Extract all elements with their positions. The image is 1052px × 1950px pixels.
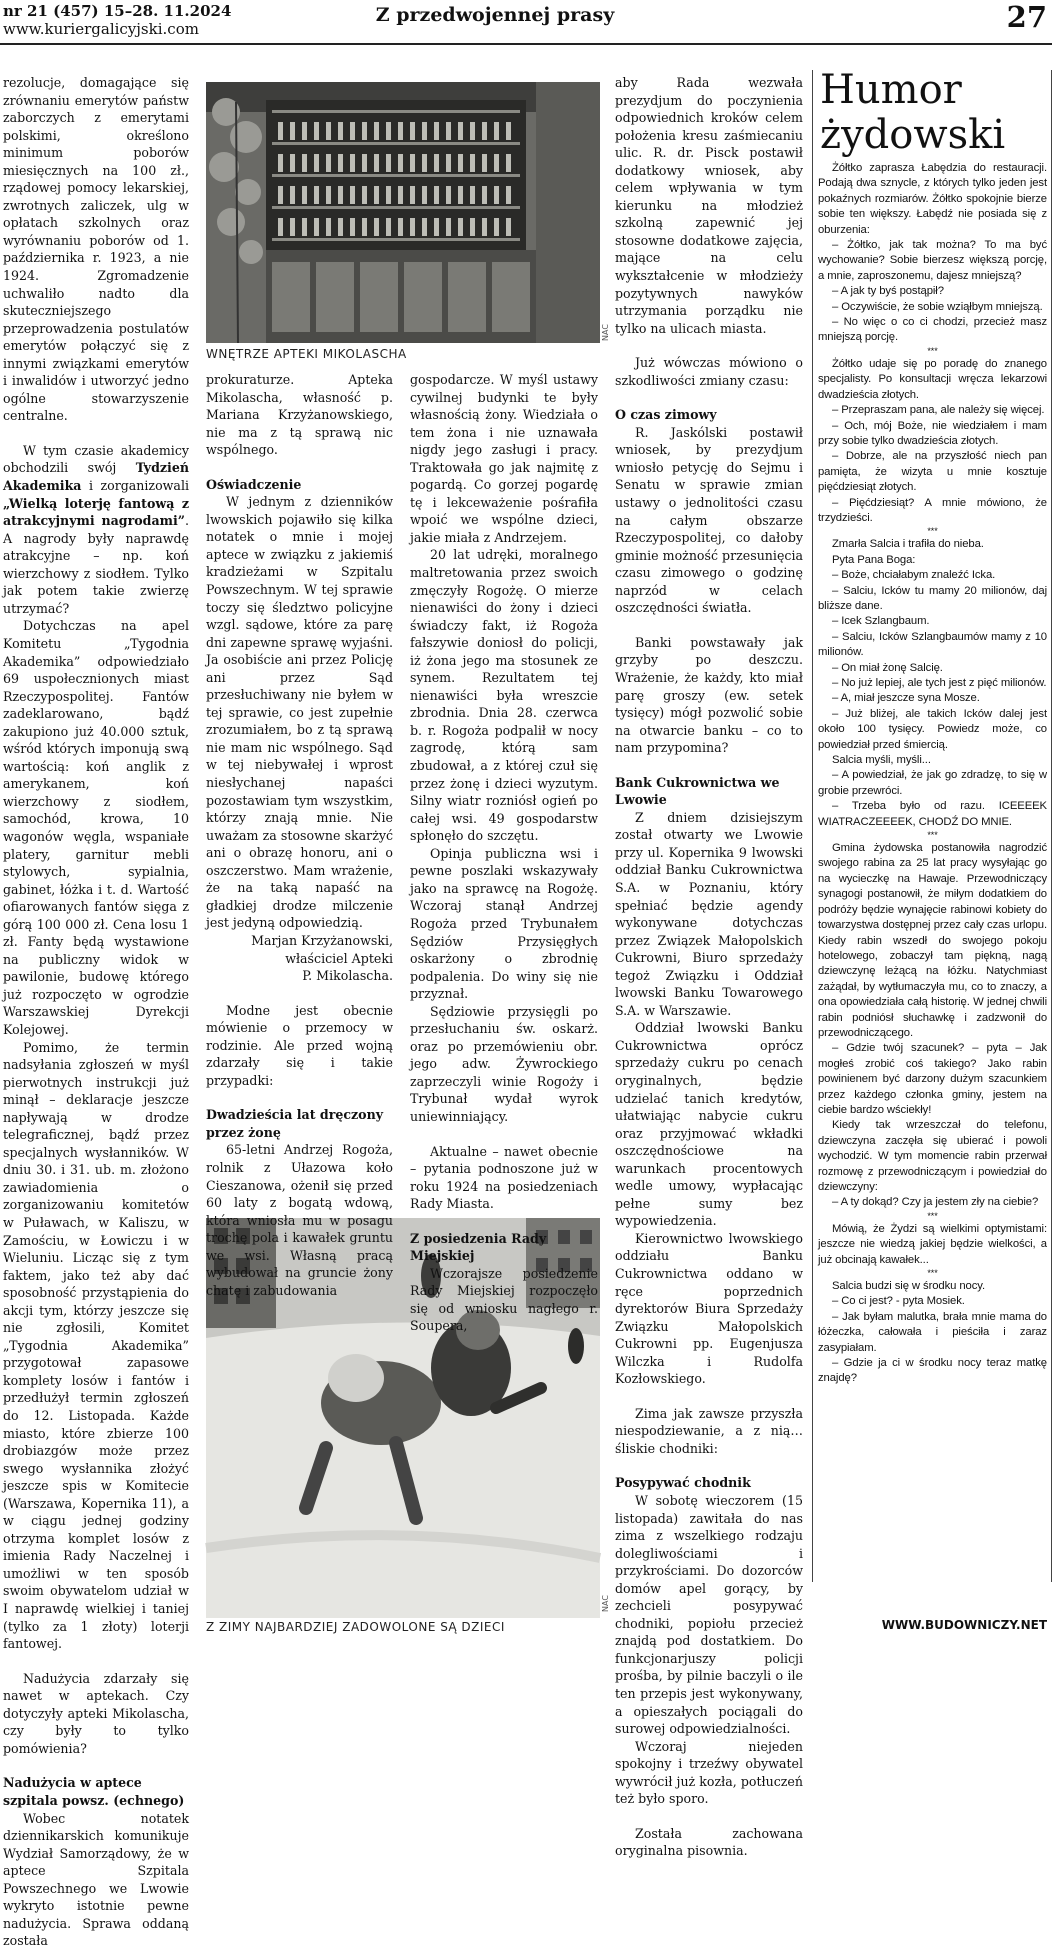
joke-line: Salcia budzi się w środku nocy. [832, 1280, 986, 1293]
paragraph: Wczoraj niejeden spokojny i trzeźwy obywatel wywrócił już kozła, potłuczeń też było sporo. [615, 1738, 803, 1807]
paragraph: W tym czasie akademicy obchodzili swój Tydzień Akademika i zorganizowali „Wielką loterję fantową z atrakcyjnymi nagrodami”. A nagrody były naprawdę atrakcyjne – np. koń wierzchowy z siodłem. Tylko jak potem takie zwierzę utrzymać? [3, 442, 189, 616]
paragraph: 65-letni Andrzej Rogoża, rolnik z Ułazowa koło Cieszanowa, ożenił się przed 60 laty z bogatą wdową, która wniosła mu w posagu trochę pola i kawałek gruntu we wsi. Własną pracą wybudował na gruncie żony chatę i zabudowania [206, 1142, 393, 1298]
joke-line: – Salciu, Icków Szlangbaumów mamy z 10 milionów. [818, 630, 1047, 659]
joke-separator: *** [927, 1210, 938, 1221]
header-divider [0, 43, 1052, 45]
paragraph: Nadużycia zdarzały się nawet w aptekach. Czy dotyczyły apteki Mikolascha, czy były to tylko pomówienia? [3, 1670, 189, 1756]
paragraph: Modne jest obecnie mówienie o przemocy w rodzinie. Ale przed wojną zdarzały się i takie przypadki: [206, 1002, 393, 1088]
paragraph: Banki powstawały jak grzyby po deszczu. Wrażenie, że każdy, kto miał parę groszy (ew. setek tysięcy) mógł pozwolić sobie na otwarcie banku – co to nam przypomina? [615, 634, 803, 756]
joke-line: – Gdzie ja ci w środku nocy teraz matkę znajdę? [818, 1357, 1047, 1385]
joke-line: – A powiedział, że jak go zdradzę, to się w grobie przewróci. [818, 769, 1047, 797]
paragraph: prokuraturze. Apteka Mikolascha, własność p. Mariana Krzyżanowskiego, nie ma z tą sprawą nic wspólnego. [206, 372, 393, 458]
page-number: 27 [1006, 0, 1047, 34]
website-link[interactable]: www.kuriergalicyjski.com [3, 20, 199, 38]
section-title: Z przedwojennej prasy [375, 4, 615, 26]
joke-separator: *** [927, 345, 938, 356]
joke-line: – Gdzie twój szacunek? – pyta – Jak mogłeś zrobić coś takiego? Jako rabin powinienem być darzony dużym szacunkiem przez każdego członka gminy, jestem na ciebie bardzo wściekły! [818, 1042, 1047, 1116]
joke-line: – On miał żonę Salcię. [832, 661, 943, 674]
paragraph: rezolucje, domagające się zrównaniu emerytów państw zaborczych z emerytami polskimi, określono minimum poborów miesięcznych na 100 zł., rządowej pomocy lekarskiej, zwrotnych zaliczek, ulg w opłatach szkolnych oraz wyrównaniu poborów od 1. października r. 1923, a nie 1924. Zgromadzenie uchwaliło nadto dla skuteczniejszego przeprowadzenia postulatów emerytów połączyć się z innymi związkami emerytów i inwalidów i utworzyć jedno ogólne stowarzyszenie centralne. [3, 75, 189, 424]
paragraph: W sobotę wieczorem (15 listopada) zawitała do nas zima z wszelkiego rodzaju dolegliwościami i przykrościami. Do dozorców domów apel gorący, by zechcieli posypywać chodniki, popiołu przecież znajdą pod dostatkiem. Do funkcjonarjuszy policji prośba, by pilnie baczyli o ile ten przepis jest wykonywany, a opieszałych pociągali do surowej odpowiedzialności. [615, 1493, 803, 1737]
subheading: Z posiedzenia Rady Miejskiej [410, 1230, 547, 1264]
pharmacy-photo [206, 82, 600, 343]
subheading: Nadużycia w aptece szpitala powsz. (echnego) [3, 1775, 185, 1808]
paragraph: W jednym z dzienników lwowskich pojawiło się kilka notatek o mnie i mojej aptece w związku z jakiemiś kradzieżami w Szpitalu Powszechnym. W tej sprawie toczy się śledztwo policyjne wzgl. sądowe, które za parę dni zapewne sprawę wyjaśni. Ja osobiście ani przez Policję ani przez Sąd przesłuchiwany nie byłem w tej sprawie, co jest zupełnie zrozumiałem, bo z tą sprawą nie mam nic wspólnego. Sąd w tej niebywałej i wprost niesłychanej napaści pozostawiam tym wszystkim, którzy znają mnie. Nie uważam za stosowne skarżyć ani o obrazę honoru, ani o oszczerstwo. Mam wrażenie, że na taką napaść na gładkiej drodze milczenie jest jedyną odpowiedzią. [206, 494, 393, 931]
article-column-2 [206, 371, 393, 1298]
paragraph: Opinja publiczna wsi i pewne poszlaki wskazywały jako na sprawcę na Rogożę. Wczoraj stanął Andrzej Rogoża przed Trybunałem Sędziów Przysięgłych oskarżony o zbrodnię podpalenia. Do winy się nie przyznał. [410, 845, 598, 1002]
winter-photo-caption: Z ZIMY NAJBARDZIEJ ZADOWOLONE SĄ DZIECI [206, 1620, 505, 1634]
joke-line: – Salciu, Icków tu mamy 20 milionów, daj bliższe dane. [818, 584, 1047, 612]
paragraph: Dotychczas na apel Komitetu „Tygodnia Akademika” odpowiedziało 69 uspołecznionych miast Rzeczypospolitej. Fantów zadeklarowano, bądź zakupiono już 40.000 sztuk, wśród których imponują swą wartością: koń anglik z amerykanem, koń wierzchowy z siodłem, samochód, krowa, 10 wagonów węgla, wspaniałe platery, garnitur mebli stylowych, sypialnia, gabinet, łóżka i t. d. Wartość ofiarowanych fantów sięga z górą 100 000 zł. Cena losu 1 zł. Fanty będą wystawione na publiczny widok w pawilonie, budowę którego już rozpoczęto w ogrodzie Warszawskiej Dyrekcji Kolejowej. [3, 618, 189, 1037]
joke-line: Zmarła Salcia i trafiła do nieba. [832, 538, 984, 551]
subheading: Oświadczenie [206, 476, 302, 492]
paragraph: Aktualne – nawet obecnie – pytania podnoszone już w roku 1924 na posiedzeniach Rady Miasta. [410, 1143, 598, 1212]
joke-line: Pyta Pana Boga: [832, 553, 916, 566]
subheading: Bank Cukrownictwa we Lwowie [615, 774, 780, 808]
joke-line: Gmina żydowska postanowiła nagrodzić swojego rabina za 25 lat pracy wysyłając go na wycieczkę na Hawaje. Przewodniczący synagogi postanowił, że miłym dodatkiem do podróży będzie wynajęcie rabinowi kobiety do towarzystwa dostępnej przez cały czas urlopu. Kiedy rabin wszedł do swojego pokoju hotelowego, zobaczył tam piękną, nagą dziewczynę leżącą na łóżku. Natychmiast zażądał, by wytłumaczyła mu, co to znaczy, a ona opowiedziała całą historię. W jednej chwili rabin podniósł słuchawkę i zadzwonił do przewodniczącego. [818, 842, 1047, 1039]
joke-line: Mówią, że Żydzi są wielkimi optymistami: jeszcze nie wiedzą jakiej będzie wielkości, a już obcinają kawałek... [818, 1222, 1047, 1266]
subheading: Dwadzieścia lat dręczony przez żonę [206, 1107, 384, 1140]
subheading: Posypywać chodnik [615, 1475, 751, 1491]
joke-separator: *** [927, 526, 938, 537]
joke-line: – No więc o co ci chodzi, przecież masz mniejszą porcję. [818, 316, 1047, 344]
joke-separator: *** [927, 1268, 938, 1279]
joke-line: – Przepraszam pana, ale należy się więcej. [832, 404, 1045, 417]
joke-line: – Pięćdziesiąt? A mnie mówiono, że trzydzieści. [818, 496, 1047, 524]
joke-line: – No już lepiej, ale tych jest z pięć milionów. [832, 677, 1047, 689]
joke-line: Kiedy tak wrzeszczał do telefonu, dziewczyna zaczęła się ubierać i powoli wychodzić. W tym momencie rabin przerwał rozmowę z przewodniczącym i powiedział do dziewczyny: [818, 1119, 1047, 1193]
article-column-3 [410, 371, 598, 1334]
signature-line: właściciel Apteki [285, 950, 393, 966]
humor-jokes [818, 161, 1047, 1581]
joke-line: – A jak ty byś postąpił? [832, 285, 944, 298]
humor-title: Humor żydowski [820, 67, 1006, 158]
paragraph: aby Rada wezwała prezydjum do poczynienia odpowiednich kroków celem położenia kresu zaśmiecaniu ulic. R. dr. Pisck postawił dodatkowy wniosek, aby celem wpływania w tym kierunku na młodzież szkolną zapewnić jej stosowne dodatkowe zajęcia, mające na celu wykształcenie w młodzieży pozytywnych nawyków utrzymania porządku nie tylko na ulicach miasta. [615, 75, 803, 336]
paragraph: R. Jaskólski postawił wniosek, by prezydjum wniosło petycję do Sejmu i Senatu w sprawie zmian ustawy o jednolitości czasu na całym obszarze Rzeczypospolitej, co dałoby gminie możność przesunięcia czasu zimowego o godzinę naprzód w celach oszczędności światła. [615, 424, 803, 616]
joke-separator: *** [927, 830, 938, 841]
paragraph: Oddział lwowski Banku Cukrownictwa oprócz sprzedaży cukru po cenach oryginalnych, będzie udzielać tanich kredytów, ułatwiając nabycie cukru oraz przyjmować wkładki oszczędnościowe na warunkach procentowych wedle umowy, wypłacając pełne sumy bez wypowiedzenia. [615, 1020, 803, 1229]
article-column-1 [3, 74, 189, 1949]
joke-line: – Żółtko, jak tak można? To ma być wychowanie? Sobie bierzesz większą porcję, a mnie, zaproszonemu, dajesz mniejszą? [818, 239, 1047, 282]
paragraph: Już wówczas mówiono o szkodliwości zmiany czasu: [615, 355, 803, 388]
joke-line: – Dobrze, ale na przyszłość niech pan pamięta, że wizyta u mnie kosztuje pięćdziesiąt złotych. [818, 450, 1047, 494]
joke-line: Salcia myśli, myśli... [832, 754, 931, 767]
joke-line: – Oczywiście, że sobie wziąłbym mniejszą. [832, 300, 1043, 313]
joke-line: – Co ci jest? - pyta Mosiek. [832, 1295, 965, 1308]
subheading: O czas zimowy [615, 407, 717, 423]
joke-line: – Och, mój Boże, nie wiedziałem i mam przy sobie tylko dwadzieścia złotych. [818, 419, 1047, 447]
paragraph: Sędziowie przysięgli po przesłuchaniu św. oskarż. oraz po przemówieniu obr. jego adw. Żywrockiego zaprzeczyli winie Rogoży i Trybunał wydał wyrok uniewinniający. [410, 1003, 598, 1124]
joke-line: – Jak byłam malutka, brała mnie mama do łóżeczka, całowała i pieściła i zaraz zasypiałam. [818, 1310, 1047, 1354]
joke-line: – Boże, chciałabym znaleźć Icka. [832, 569, 996, 582]
joke-line: – A, miał jeszcze syna Mosze. [832, 692, 980, 705]
paragraph: 20 lat udręki, moralnego maltretowania przez swoich zmęczyły Rogożę. O mierze nienawiści do żony i dzieci świadczy fakt, iż Rogoża fałszywie doniosł do policji, iż żona jego ma stosunek ze synem. Rezultatem tej nienawiści była wreszcie zbrodnia. Dnia 28. czerwca b. r. Rogoża podpalił w nocy zagrodę, którą sam zbudował, a z której czuł się przez żonę i dzieci wyzutym. Silny wiatr rozniósł ogień po całej wsi. 49 gospodarstw spłonęło do szczętu. [410, 547, 598, 844]
joke-line: – A ty dokąd? Czy ja jestem zły na ciebie? [832, 1196, 1039, 1209]
signature-line: P. Mikolascha. [302, 968, 393, 984]
pharmacy-photo-caption: WNĘTRZE APTEKI MIKOLASCHA [206, 347, 407, 361]
article-column-4 [615, 74, 803, 1859]
paragraph: Kierownictwo lwowskiego oddziału Banku Cukrownictwa oddano w ręce poprzednich dyrektorów Biura Sprzedaży Związku Małopolskich Cukrowni pp. Eugenjusza Wilczka i Rudolfa Kozłowskiego. [615, 1230, 803, 1387]
joke-line: – Już bliżej, ale takich Icków dalej jest około 100 tysięcy. Powiedz może, co powiedział przed śmiercią. [818, 707, 1047, 751]
paragraph: Wczorajsze posiedzenie Rady Miejskiej rozpoczęło się od wniosku nagłego r. Soupera, [410, 1265, 598, 1334]
winter-photo-credit: NAC [601, 1595, 610, 1612]
paragraph: Zima jak zawsze przyszła niespodziewanie, a z nią… śliskie chodniki: [615, 1405, 803, 1456]
paragraph: Z dniem dzisiejszym został otwarty we Lwowie przy ul. Kopernika 9 lwowski oddział Banku Cukrownictwa S.A. w Poznaniu, który spełniać będzie agendy wykonywane dotychczas przez Związek Małopolskich Cukrowni, Biuro sprzedaży tegoż Związku i Oddział lwowski Banku Towarowego S.A. w Warszawie. [615, 809, 803, 1018]
issue-info [3, 2, 231, 38]
joke-line: – Trzeba było od razu. ICEEEEK WIATRACZEEEEK, CHODŹ DO MNIE. [818, 800, 1047, 828]
paragraph: Została zachowana oryginalna pisownia. [615, 1825, 803, 1859]
paragraph: Pomimo, że termin nadsyłania zgłoszeń w myśl pierwotnych instrukcji już minął – deklaracje jeszcze napływają w drodze telegraficznej, bądź przez specjalnych wysłanników. W dniu 30. i 31. ub. m. złożono zawiadomienia o zorganizowaniu komitetów w Puławach, w Kaliszu, w Zamościu, w Łowiczu i w Wieluniu. Licząc się z tym faktem, jako też aby dać sposobność przystąpienia do akcji tym, którzy jeszcze się nie zgłosili, Komitet „Tygodnia Akademika” przygotował zapasowe komplety losów i fantów i przedłużył termin zgłoszeń do 12. Listopada. Każde miasto, które zbierze 100 drobiazgów może przez swego wysłannika złożyć jeszcze spis w Komitecie (Warszawa, Kopernika 11), a w ciągu jednej godziny otrzyma komplet losów z imienia Rady Naczelnej i umożliwi w ten sposób swoim obywatelom udział w I naprawdę wielkiej i taniej (tylko za 1 złoty) loterji fantowej. [3, 1039, 189, 1652]
pharmacy-photo-credit: NAC [601, 324, 610, 341]
paragraph: gospodarcze. W myśl ustawy cywilnej budynki te były własnością żony. Wiedziała o tem żona i nie uznawała nigdy jego zasługi i pracy. Traktowała go jak najmitę z pogardą. Co gorzej pogardę tę i lekceważenie pośrafiła wpoić we wspólne dzieci, jakie miała z Andrzejem. [410, 372, 598, 545]
joke-line: – Icek Szlangbaum. [832, 615, 930, 628]
paragraph: Wobec notatek dziennikarskich komunikuje Wydział Samorządowy, że w aptece Szpitala Powszechnego we Lwowie wykryto istotnie pewne nadużycia. Sprawa oddaną została [3, 1810, 189, 1949]
footer-website-link[interactable]: WWW.BUDOWNICZY.NET [881, 1618, 1047, 1632]
issue-number: nr 21 (457) 15–28. 11.2024 [3, 2, 232, 20]
joke-line: Żółtko udaje się po poradę do znanego specjalisty. Po konsultacji wręcza lekarzowi dwadzieścia złotych. [818, 357, 1047, 401]
signature-line: Marjan Krzyżanowski, [251, 932, 393, 948]
joke-line: Żółtko zaprasza Łabędzia do restauracji. Podają dwa sznycle, z których tylko jeden jest pokaźnych rozmiarów. Żółtko spokojnie bierze sobie ten większy. Łabędź nie posiada się z oburzenia: [818, 162, 1047, 236]
